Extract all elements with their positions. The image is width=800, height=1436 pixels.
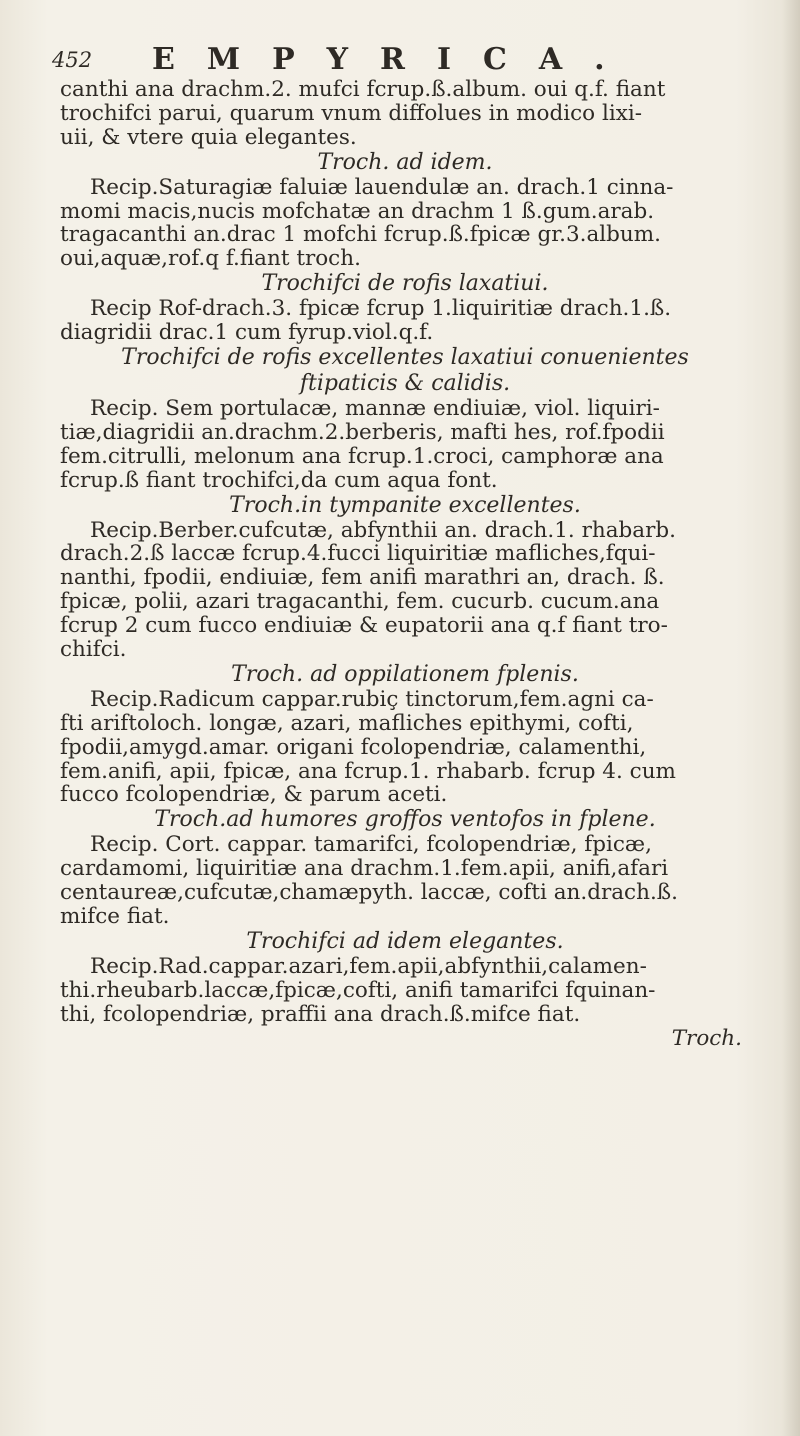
page-number: 452 bbox=[52, 48, 93, 72]
catchword: Troch. bbox=[671, 1026, 742, 1051]
text-line: cardamomi, liquiritiæ ana drachm.1.fem.apii, anifi,afari bbox=[60, 857, 669, 882]
text-line: fcrup.ß fiant trochifci,da cum aqua font. bbox=[60, 468, 498, 493]
text-line: Recip.Berber.cufcutæ, abfynthii an. drach.1. rhabarb. bbox=[90, 518, 676, 543]
section-heading: Troch.in tympanite excellentes. bbox=[229, 492, 581, 518]
running-title: EMPYRICA. bbox=[152, 42, 637, 77]
text-line: trochifci parui, quarum vnum diffolues in modico lixi- bbox=[60, 101, 642, 126]
text-line: drach.2.ß laccæ fcrup.4.fucci liquiritiæ mafliches,fqui- bbox=[60, 542, 656, 567]
text-line: thi, fcolopendriæ, praffii ana drach.ß.mifce fiat. bbox=[60, 1002, 581, 1027]
text-line: tragacanthi an.drac 1 mofchi fcrup.ß.fpicæ gr.3.album. bbox=[60, 223, 662, 248]
text-line: oui,aquæ,rof.q f.fiant troch. bbox=[60, 247, 361, 272]
text-line: mifce fiat. bbox=[60, 905, 170, 929]
text-line: fem.anifi, apii, fpicæ, ana fcrup.1. rhabarb. fcrup 4. cum bbox=[60, 759, 676, 784]
text-line: Recip Rof-drach.3. fpicæ fcrup 1.liquiritiæ drach.1.ß. bbox=[90, 297, 672, 322]
text-line: thi.rheubarb.laccæ,fpicæ,cofti, anifi tamarifci fquinan- bbox=[60, 978, 656, 1003]
text-line: canthi ana drachm.2. mufci fcrup.ß.album. oui q.f. fiant bbox=[60, 78, 666, 102]
section-heading: Troch. ad oppilationem fplenis. bbox=[231, 661, 579, 687]
section-heading: Trochifci de rofis laxatiui. bbox=[261, 271, 549, 297]
text-line: uii, & vtere quia elegantes. bbox=[60, 125, 357, 150]
text-line: fpodii,amygd.amar. origani fcolopendriæ, calamenthi, bbox=[60, 735, 647, 760]
section-heading: ftipaticis & calidis. bbox=[299, 371, 511, 397]
section-heading: Troch. ad idem. bbox=[317, 149, 493, 175]
text-line: fti ariftoloch. longæ, azari, mafliches epithymi, cofti, bbox=[60, 711, 634, 736]
text-line: fpicæ, polii, azari tragacanthi, fem. cucurb. cucum.ana bbox=[60, 590, 660, 615]
section-heading: Trochifci de rofis excellentes laxatiui conuenientes bbox=[121, 345, 689, 371]
text-line: tiæ,diagridii an.drachm.2.berberis, mafti hes, rof.fpodii bbox=[60, 420, 665, 445]
text-line: fucco fcolopendriæ, & parum aceti. bbox=[60, 783, 448, 808]
page-header bbox=[52, 42, 752, 82]
text-line: nanthi, fpodii, endiuiæ, fem anifi marathri an, drach. ß. bbox=[60, 566, 665, 591]
text-line: Recip.Saturagiæ faluiæ lauendulæ an. drach.1 cinna- bbox=[90, 175, 674, 200]
text-line: centaureæ,cufcutæ,chamæpyth. laccæ, cofti an.drach.ß. bbox=[60, 881, 678, 906]
text-line: Recip.Radicum cappar.rubiç tinctorum,fem.agni ca- bbox=[90, 687, 654, 712]
text-line: Recip. Cort. cappar. tamarifci, fcolopendriæ, fpicæ, bbox=[90, 833, 652, 858]
text-body bbox=[60, 78, 750, 1051]
text-line: diagridii drac.1 cum fyrup.viol.q.f. bbox=[60, 321, 434, 346]
text-line: Recip.Rad.cappar.azari,fem.apii,abfynthii,calamen- bbox=[90, 954, 647, 979]
text-line: momi macis,nucis mofchatæ an drachm 1 ß.gum.arab. bbox=[60, 199, 655, 224]
section-heading: Troch.ad humores groffos ventofos in fplene. bbox=[154, 807, 656, 833]
text-line: fem.citrulli, melonum ana fcrup.1.croci, camphoræ ana bbox=[60, 444, 664, 469]
text-line: fcrup 2 cum fucco endiuiæ & eupatorii ana q.f fiant tro- bbox=[60, 614, 668, 639]
section-heading: Trochifci ad idem elegantes. bbox=[246, 928, 564, 954]
page-fold-shadow bbox=[782, 0, 800, 1436]
text-line: chifci. bbox=[60, 638, 127, 662]
text-line: Recip. Sem portulacæ, mannæ endiuiæ, viol. liquiri- bbox=[90, 397, 660, 421]
